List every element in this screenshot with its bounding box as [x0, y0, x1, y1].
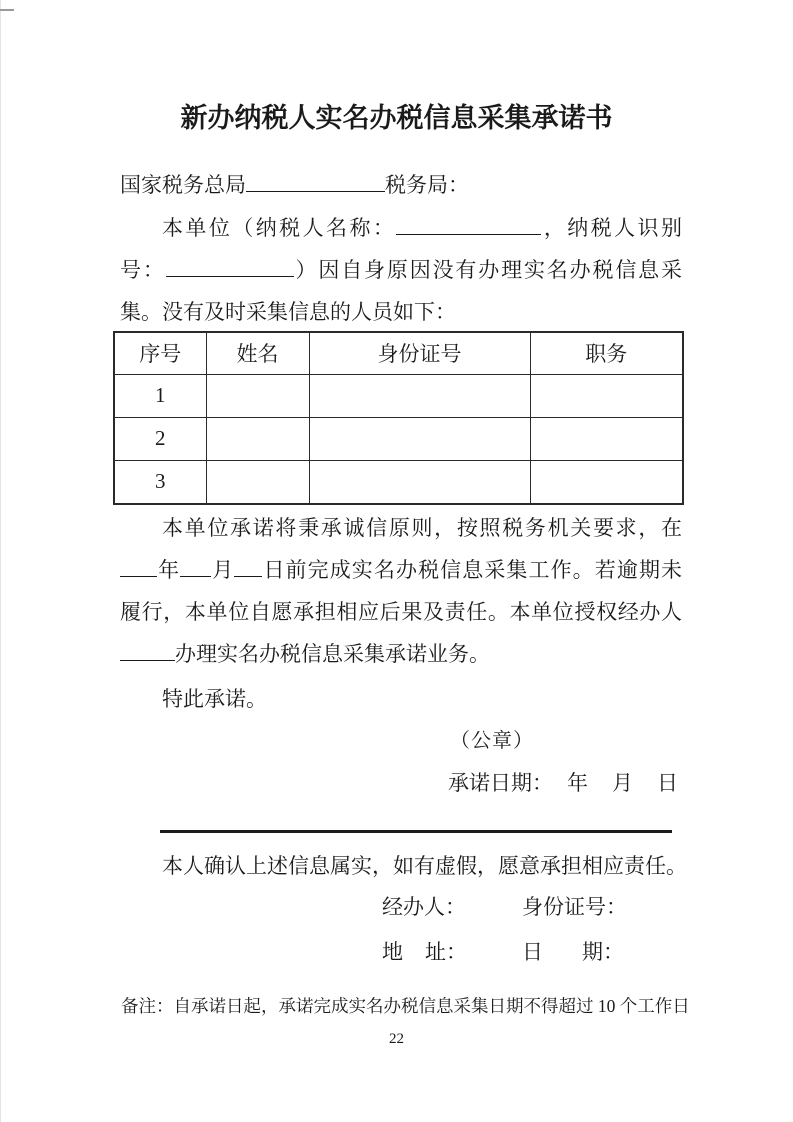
position-cell-empty[interactable]: [530, 417, 683, 460]
header-cell-serial: 序号: [114, 332, 206, 374]
commitment-line-1: [120, 507, 682, 549]
signature-separator-line: [160, 830, 672, 833]
scan-artifact-tick: [0, 9, 14, 11]
position-cell-empty[interactable]: [530, 460, 683, 504]
commitment-line4-tail: 办理实名办税信息采集承诺业务。: [175, 642, 490, 666]
id-number-label: 身份证号：: [522, 895, 627, 919]
month-label: 月: [211, 558, 235, 582]
position-cell-empty[interactable]: [530, 374, 683, 417]
intro-line1-text: 本单位（纳税人名称：: [162, 216, 397, 240]
date-year-label: 年: [567, 771, 588, 795]
serial-cell: 1: [114, 374, 206, 417]
serial-cell: 2: [114, 417, 206, 460]
tax-bureau-blank-field[interactable]: [246, 172, 385, 192]
name-cell-empty[interactable]: [206, 374, 309, 417]
date-label-char2: 期：: [582, 940, 624, 964]
commitment-line2-tail: 日前完成实名办税信息采集工作。若逾期未: [262, 558, 683, 582]
header-cell-id-number: 身份证号: [309, 332, 530, 374]
intro-line-2: [120, 249, 682, 291]
commitment-line-4: [120, 633, 682, 675]
closing-text: 特此承诺。: [162, 687, 267, 711]
id-cell-empty[interactable]: [309, 417, 530, 460]
address-label-char1: 地: [382, 940, 403, 964]
commitment-line1-text: 本单位承诺将秉承诚信原则，按照税务机关要求，在: [162, 516, 682, 540]
taxpayer-name-blank-field[interactable]: [396, 215, 541, 235]
intro-line1-tail: ，纳税人识别: [541, 216, 682, 240]
name-cell-empty[interactable]: [206, 460, 309, 504]
agent-name-blank-field[interactable]: [120, 641, 175, 661]
year-blank-field[interactable]: [120, 557, 157, 577]
address-label-char2: 址：: [425, 940, 467, 964]
commitment-line3-text: 履行，本单位自愿承担相应后果及责任。本单位授权经办人: [120, 600, 682, 624]
salutation-prefix: 国家税务总局: [120, 173, 246, 197]
date-label: [522, 931, 624, 973]
signature-row-agent: [0, 886, 793, 928]
official-seal-placeholder: （公章）: [450, 730, 534, 752]
commitment-line-2: [120, 549, 682, 591]
date-label-char1: 日: [522, 940, 543, 964]
footnote-remark: 备注：自承诺日起，承诺完成实名办税信息采集日期不得超过 10 个工作日: [121, 996, 690, 1016]
commitment-paragraph: [120, 507, 682, 675]
year-label: 年: [157, 558, 181, 582]
table-row: [114, 460, 683, 504]
page-number: 22: [389, 1031, 404, 1047]
serial-cell: 3: [114, 460, 206, 504]
intro-line2-tail: ）因自身原因没有办理实名办税信息采: [293, 258, 683, 282]
name-cell-empty[interactable]: [206, 417, 309, 460]
agent-label: 经办人：: [382, 895, 466, 919]
document-title: 新办纳税人实名办税信息采集承诺书: [180, 103, 613, 133]
intro-line-3: 集。没有及时采集信息的人员如下：: [120, 300, 456, 324]
table-header-row: [114, 332, 683, 374]
closing-statement: [120, 678, 267, 720]
table-row: [114, 374, 683, 417]
header-cell-name: 姓名: [206, 332, 309, 374]
confirmation-statement: 本人确认上述信息属实，如有虚假，愿意承担相应责任。: [162, 854, 687, 878]
salutation-line: [120, 164, 682, 206]
commitment-date-label: 承诺日期：: [448, 771, 553, 795]
salutation-suffix: 税务局：: [385, 173, 469, 197]
intro-paragraph: [120, 207, 682, 333]
day-blank-field[interactable]: [234, 557, 262, 577]
signature-row-address: [0, 931, 793, 973]
id-cell-empty[interactable]: [309, 374, 530, 417]
intro-line-1: [120, 207, 682, 249]
table-row: [114, 417, 683, 460]
date-day-label: 日: [657, 771, 678, 795]
intro-line2-text: 号：: [120, 258, 166, 282]
taxpayer-id-blank-field[interactable]: [166, 257, 294, 277]
address-label: [382, 931, 467, 973]
date-month-label: 月: [612, 771, 633, 795]
commitment-date-line: [448, 762, 678, 804]
month-blank-field[interactable]: [180, 557, 211, 577]
header-cell-position: 职务: [530, 332, 683, 374]
id-cell-empty[interactable]: [309, 460, 530, 504]
personnel-table: [113, 331, 684, 505]
commitment-line-3: [120, 591, 682, 633]
